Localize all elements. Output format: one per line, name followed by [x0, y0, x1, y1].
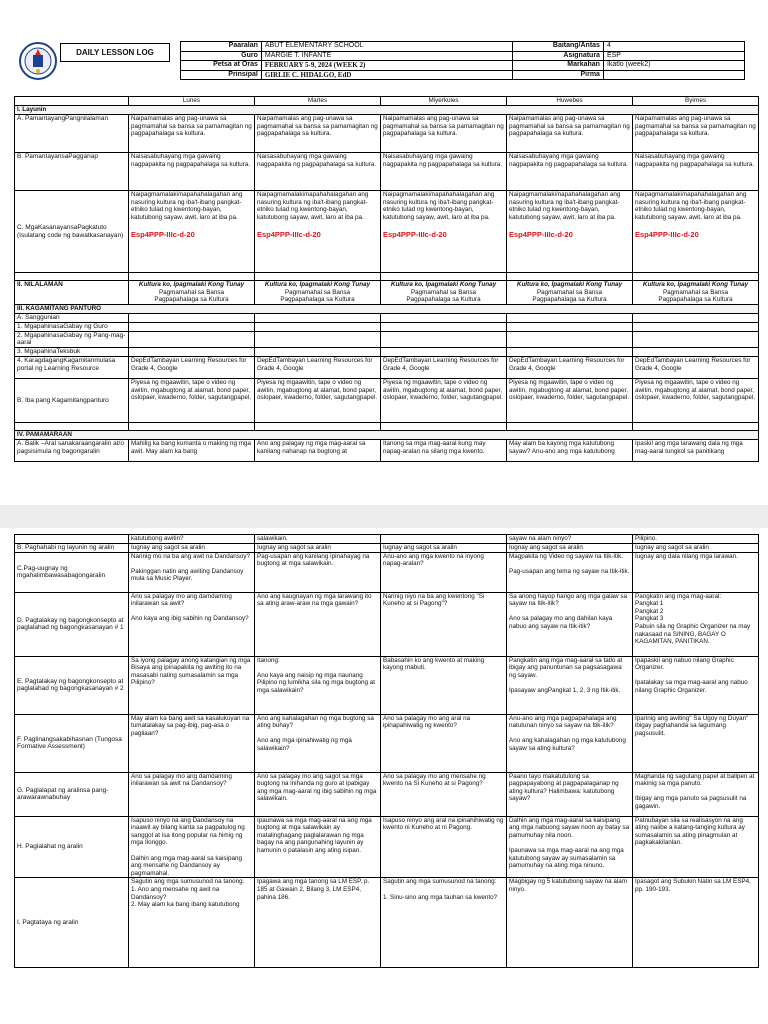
day-cell: Iparinig ang awiting" Sa Ugoy ng Duyan" ibigay paghahanda sa lagumang pagsusulit.: [633, 714, 759, 772]
day-cell: [381, 281, 507, 305]
header-info-row: [181, 70, 745, 80]
lesson-subtopic: Pagmamahal sa Bansa: [536, 288, 603, 296]
lesson-subtopic: Pagmamahal sa Bansa: [662, 288, 729, 296]
day-cell: Naisasabuhayang mga gawaing nagpapakita ng pagpapahalaga sa kultura.: [507, 153, 633, 191]
day-cell: DepEdTambayan Learning Resources for Grade 4, Google: [381, 356, 507, 378]
dll-title: DAILY LESSON LOG: [60, 43, 170, 62]
day-header-row: [15, 97, 759, 106]
day-cell: Narinig niyo na ba ang kwentong "Si Kuneho at si Pagong"?: [381, 592, 507, 656]
procedure-row: [15, 592, 759, 656]
day-cell: Naipamamalas ang pag-unawa sa pagmamahal sa bansa sa pamamagitan ng pagpapahalaga sa kultura.: [633, 115, 759, 153]
day-cell: Naisasabuhayang mga gawaing nagpapakita ng pagpapahalaga sa kultura.: [381, 153, 507, 191]
page-gap: [0, 505, 768, 528]
lesson-row-iba: [15, 378, 759, 422]
row-label: II. NILALAMAN: [15, 281, 129, 305]
document-header: [18, 41, 745, 85]
cell-text: Naipagmamalaki/napahahalagahan ang nasuring kultura ng iba't-ibang pangkat-etniko tulad ng kwentong-bayan, katutubong sayaw, awit, laro at iba pa.: [635, 191, 747, 221]
procedure-row: [15, 816, 759, 878]
competency-code: Esp4PPP-IIIc-d-20: [635, 230, 699, 240]
lesson-topic: Kultura ko, Ipagmalaki Kong Tunay: [264, 281, 371, 288]
row-label: A. PamantayangPangnilalaman: [15, 115, 129, 153]
day-cell: Iugnay ang sagot sa aralin: [381, 543, 507, 552]
day-cell: DepEdTambayan Learning Resources for Grade 4, Google: [507, 356, 633, 378]
day-cell: [255, 322, 381, 331]
day-cell: Iugnay ang sagot sa aralin: [255, 543, 381, 552]
day-cell: Ipaunawa sa mga mag-aaral na ang mga bugtong at mga salawikain ay matalinghagang paglalarawan ng mga bagay na ang pangunahing layunin ay hamunin o patalasin ang ating isipan.: [255, 816, 381, 878]
header-label: Petsa at Oras: [181, 61, 262, 71]
day-cell: [507, 191, 633, 273]
day-cell: Patnubayan sila sa realisasyon na ang ating naiibe a katang-tanging kultura ay sumasalamin sa ating pinagmulan at pagkakakilanlan.: [633, 816, 759, 878]
day-cell: [633, 347, 759, 356]
day-header: Huwebes: [507, 97, 633, 106]
day-cell: Ano ang palagay ng mga mag-aaral sa kanilang nahanap na bugtong at: [255, 439, 381, 461]
day-cell: Isapuso ninyo na ang Dandansoy na inaawit ay bilang kanta sa pagpatulog ng sanggol at isa itong popular na himig ng mga Ilonggo. Dalhin ang mga mag-aaral sa kaisipang ang mensahe ng Dandansoy ay pagmamahal.: [129, 816, 255, 878]
row-label: I. Pagtataya ng aralin: [15, 878, 129, 968]
procedure-row: [15, 656, 759, 714]
day-cell: Itanong sa mga mag-aaral kung may napag-aralan na silang mga kwento.: [381, 439, 507, 461]
row-label: 2. MgapahinasaGabay ng Pang-mag-aaral: [15, 331, 129, 347]
day-cell: DepEdTambayan Learning Resources for Grade 4, Google: [255, 356, 381, 378]
cell-text: Naipagmamalaki/napahahalagahan ang nasuring kultura ng iba't-ibang pangkat-etniko tulad ng kwentong-bayan, katutubong sayaw, awit, laro at iba pa.: [131, 191, 243, 221]
day-cell: [255, 347, 381, 356]
lesson-topic: Kultura ko, Ipagmalaki Kong Tunay: [516, 281, 623, 288]
day-cell: [129, 191, 255, 273]
header-info-row: [181, 42, 745, 52]
day-cell: [507, 347, 633, 356]
header-label: Markahan: [513, 61, 604, 71]
day-cell: Ano ang kahalagahan ng mga bugtong sa ating buhay? Ano ang mga ipinahiwatig ng mga salawikain?: [255, 714, 381, 772]
lesson-row-pagganap: [15, 153, 759, 191]
row-label: A. Balik –Aral sanakaraangaralin at/o pagsisimula ng bagongaralin: [15, 439, 129, 461]
day-cell: Sa iyong palagay anong katangian ng mga Bisaya ang ipinapakita ng awiting ito na masasabi nating sumasalamin sa mga Pilipino?: [129, 656, 255, 714]
row-label: D. Pagtalakay ng bagongkonsepto at paglalahad ng bagongkasanayan # 1: [15, 592, 129, 656]
day-cell: Piyesa ng mgaawitin, tape o video ng awitin, mgabugtong at alamat, bond paper, oslopaer, kwaderno, folder, sagutangpapel.: [129, 378, 255, 422]
day-cell: [381, 191, 507, 273]
lesson-topic: Kultura ko, Ipagmalaki Kong Tunay: [642, 281, 749, 288]
day-cell: Sagutin ang mga sumusunod na tanong. 1. Ano ang mensahe ng awit na Dandansoy? 2. May alam ka bang ibang katutubong: [129, 878, 255, 968]
day-cell: Pangkatin ang mga mag-aaral: Pangkat 1 Pangkat 2 Pangkat 3 Pabuin sila ng Graphic Organizer na may nakasaad na SINING, BAGAY O KAGAMITAN, PANITIKAN.: [633, 592, 759, 656]
day-cell: DepEdTambayan Learning Resources for Grade 4, Google: [633, 356, 759, 378]
day-cell: Ipapaskil ang nabuo nilang Graphic Organizer. Ipatalakay sa mga mag-aaral ang nabuo nilang Graphic Organizer.: [633, 656, 759, 714]
day-cell: Piyesa ng mgaawitin, tape o video ng awitin, mgabugtong at alamat, bond paper, oslopaer, kwaderno, folder, sagutangpapel.: [507, 378, 633, 422]
day-cell: Dalhin ang mga mag-aaral sa kaisipang ang mga nabuong sayaw noon ay batay sa pamumuhay nila noon. Ipaunawa sa mga mag-aaral na ang mga katutubong sayaw ay sumasalamin sa pamumuhay na ating mga ninuno.: [507, 816, 633, 878]
header-value: ESP: [603, 51, 744, 61]
day-cell: Anu-ano ang mga kwento na inyong napag-aralan?: [381, 552, 507, 592]
day-cell: Ipagawa ang mga tanong sa LM ESP, p. 185 at Gawain 2, Bilang 3, LM ESP4, pahina 186.: [255, 878, 381, 968]
lesson-subtopic: Pagpapahalaga sa Kultura: [658, 296, 733, 304]
procedure-row: [15, 772, 759, 816]
row-label: C. MgaKasanayansaPagkatuto (Isulatang code ng bawatkasanayan): [15, 191, 129, 273]
day-cell: [633, 322, 759, 331]
day-cell: [129, 281, 255, 305]
day-cell: Sagutin ang mga sumusunod na tanong: 1. Sinu-sino ang mga tauhan sa kwento?: [381, 878, 507, 968]
page-two: [0, 528, 768, 1024]
day-cell: [381, 535, 507, 544]
day-cell: [381, 331, 507, 347]
lesson-subtopic: Pagpapahalaga sa Kultura: [406, 296, 481, 304]
day-cell: DepEdTambayan Learning Resources for Grade 4, Google: [129, 356, 255, 378]
lesson-table-page1: [14, 96, 759, 462]
day-cell: Ano ang kaugnayan ng mga larawang ito sa ating araw-araw na mga gawain?: [255, 592, 381, 656]
cell-text: Naipagmamalaki/napahahalagahan ang nasuring kultura ng iba't-ibang pangkat-etniko tulad ng kwentong-bayan, katutubong sayaw, awit, laro at iba pa.: [257, 191, 369, 221]
day-cell: Anu-ano ang mga pagpapahalaga ang natutunan ninyo sa sayaw na Itik-itik? Ano ang kahalagahan ng mga katutubong sayaw sa ating kultura?: [507, 714, 633, 772]
day-cell: [507, 313, 633, 322]
day-cell: [381, 347, 507, 356]
day-cell: Ano sa palagay mo ang mensahe ng kwento na Si Kuneho at si Pagong?: [381, 772, 507, 816]
day-cell: [255, 191, 381, 273]
header-label: Guro: [181, 51, 262, 61]
lesson-table-page2: [14, 534, 759, 968]
day-cell: Iugnay ang sagot sa aralin: [507, 543, 633, 552]
lesson-row-teksbuk: [15, 347, 759, 356]
lesson-subtopic: Pagmamahal sa Bansa: [284, 288, 351, 296]
day-cell: Ano sa palagay mo ang damdaming inilarawan sa awit na Dandansoy?: [129, 772, 255, 816]
header-label: Pirma: [513, 70, 604, 80]
day-cell: salawikain.: [255, 535, 381, 544]
day-cell: [507, 331, 633, 347]
day-cell: Pag-usapan ang kanilang ipinahayag na bugtong at mga salawikain.: [255, 552, 381, 592]
header-label: Baitang/Antas: [513, 42, 604, 52]
day-cell: Naipamamalas ang pag-unawa sa pagmamahal sa bansa sa pamamagitan ng pagpapahalaga sa kultura.: [255, 115, 381, 153]
header-value: MARGIE T. INFANTE: [261, 51, 513, 61]
day-cell: Pilipino.: [633, 535, 759, 544]
day-cell: [633, 331, 759, 347]
day-cell: Itanong: Ano kaya ang naisip ng mga naunang Pilipino ng lumikha sila ng mga bugtong at mga salawikain?: [255, 656, 381, 714]
lesson-row-pangmag: [15, 331, 759, 347]
lesson-topic: Kultura ko, Ipagmalaki Kong Tunay: [138, 281, 245, 288]
section-pamamaraan: IV. PAMAMARAAN: [15, 430, 759, 439]
row-label: C.Pag-uugnay ng mgahalimbawasabagongaralin: [15, 552, 129, 592]
cell-text: Naipagmamalaki/napahahalagahan ang nasuring kultura ng iba't-ibang pangkat-etniko tulad ng kwentong-bayan, katutubong sayaw, awit, laro at iba pa.: [383, 191, 495, 221]
day-cell: Ano sa palagay mo ang damdaming inilarawan sa awit? Ano kaya ang ibig sabihin ng Dandansoy?: [129, 592, 255, 656]
day-cell: [507, 281, 633, 305]
balik-aral-row: [15, 439, 759, 461]
header-value: FEBRUARY 5-9, 2024 (WEEK 2): [261, 61, 513, 71]
row-label: G. Paglalapat ng aralinsa pang-arawarawnabuhay: [15, 772, 129, 816]
day-cell: Ano sa palagay mo ang sagot sa mga bugtong na inihanda ng guro at ipabigay ang mga mag-aaral ng ibig sabihin ng mga salawikain.: [255, 772, 381, 816]
day-cell: Iugnay ang dala nilang mga larawan.: [633, 552, 759, 592]
header-value: Ikatlo (week2): [603, 61, 744, 71]
day-header: Byirnes: [633, 97, 759, 106]
day-header: Miyerkules: [381, 97, 507, 106]
day-cell: Sa anong hayop hango ang mga galaw sa sayaw na Itik-itik? Ano sa palagay mo ang dahilan kaya nabuo ang sayaw na Itik-itik?: [507, 592, 633, 656]
day-cell: Naipamamalas ang pag-unawa sa pagmamahal sa bansa sa pamamagitan ng pagpapahalaga sa kultura.: [507, 115, 633, 153]
lesson-row-sanggunian: [15, 313, 759, 322]
section-layunin: I. Layunin: [15, 106, 759, 115]
row-label: 1. MgapahinasaGabay ng Guro: [15, 322, 129, 331]
day-cell: [129, 322, 255, 331]
lesson-row-pamantayang: [15, 115, 759, 153]
day-cell: Ipaskil ang mga larawang dala ng mga mag-aaral tungkol sa panitikang: [633, 439, 759, 461]
day-cell: [129, 347, 255, 356]
day-cell: [507, 322, 633, 331]
row-label: B. PamantayansaPagganap: [15, 153, 129, 191]
procedure-row: [15, 714, 759, 772]
row-label: E. Pagtalakay ng bagongkonsepto at paglalahad ng bagongkasanayan # 2: [15, 656, 129, 714]
row-label: H. Paglalahat ng aralin: [15, 816, 129, 878]
lesson-topic: Kultura ko, Ipagmalaki Kong Tunay: [390, 281, 497, 288]
day-cell: Iugnay ang sagot sa aralin: [633, 543, 759, 552]
day-cell: Ipasagot ang Subukin Natin sa LM ESP4, pp. 190-193.: [633, 878, 759, 968]
day-cell: Naisasabuhayang mga gawaing nagpapakita ng pagpapahalaga sa kultura.: [255, 153, 381, 191]
procedure-row: [15, 543, 759, 552]
day-cell: Iugnay ang sagot sa aralin: [129, 543, 255, 552]
day-cell: Pangkatin ang mga mag-aaral sa tatlo at ibigay ang panuntunan sa pagsasagawa ng sayaw. Ipasayaw angPangkat 1, 2, 3 ng Itik-itik.: [507, 656, 633, 714]
day-cell: sayaw na alam ninyo?: [507, 535, 633, 544]
day-cell: Magbigay ng 5 katutubong sayaw na alam ninyo.: [507, 878, 633, 968]
row-label: 4. KaragdagangKagamitanmulasa portal ng Learning Resource: [15, 356, 129, 378]
page-one: [0, 0, 768, 505]
competency-code: Esp4PPP-IIIc-d-20: [131, 230, 195, 240]
header-info-table: [180, 41, 745, 80]
day-cell: [129, 313, 255, 322]
day-cell: Narinig mo na ba ang awit na Dandansoy? Pakinggan natin ang awiting Dandansoy mula sa Music Player.: [129, 552, 255, 592]
nilalaman-row: [15, 281, 759, 305]
lesson-row-guro: [15, 322, 759, 331]
day-cell: May alam ba kayong mga katutubong sayaw? Anu-ano ang mga katutubong: [507, 439, 633, 461]
day-cell: Naipamamalas ang pag-unawa sa pagmamahal sa bansa sa pamamagitan ng pagpapahalaga sa kultura.: [129, 115, 255, 153]
day-cell: Piyesa ng mgaawitin, tape o video ng awitin, mgabugtong at alamat, bond paper, oslopaer, kwaderno, folder, sagutangpapel.: [633, 378, 759, 422]
day-cell: [255, 281, 381, 305]
day-cell: Piyesa ng mgaawitin, tape o video ng awitin, mgabugtong at alamat, bond paper, oslopaer, kwaderno, folder, sagutangpapel.: [255, 378, 381, 422]
header-value: [603, 70, 744, 80]
section-kagamitan: III. KAGAMITANG PANTURO: [15, 304, 759, 313]
day-cell: Paano tayo makatutulong sa pagpapayabong at pagpapalaganap ng ating kultura? Halimbawa: katutubong sayaw?: [507, 772, 633, 816]
lesson-subtopic: Pagmamahal sa Bansa: [410, 288, 477, 296]
day-header: Martes: [255, 97, 381, 106]
day-cell: [633, 281, 759, 305]
deped-seal-icon: [18, 41, 58, 81]
header-info-row: [181, 61, 745, 71]
row-label: F. Paglinangsakabihasnan (Tungosa Formative Assessment): [15, 714, 129, 772]
day-cell: Mahilig ka bang kumanta o making ng mga awit. May alam ka bang: [129, 439, 255, 461]
competency-code: Esp4PPP-IIIc-d-20: [509, 230, 573, 240]
header-value: ABUT ELEMENTARY SCHOOL: [261, 42, 513, 52]
day-header: Lunes: [129, 97, 255, 106]
row-label: 3. MgapahinaTeksbuk: [15, 347, 129, 356]
header-label: Asignatura: [513, 51, 604, 61]
day-cell: Piyesa ng mgaawitin, tape o video ng awitin, mgabugtong at alamat, bond paper, oslopaer, kwaderno, folder, sagutangpapel.: [381, 378, 507, 422]
day-cell: Isapuso ninyo ang aral na ipinahihiwatig ng kwento ni Kuneho at ni Pagong.: [381, 816, 507, 878]
header-value: GIRLIE C. HIDALGO, EdD: [261, 70, 513, 80]
lesson-subtopic: Pagmamahal sa Bansa: [158, 288, 225, 296]
cell-text: Naipagmamalaki/napahahalagahan ang nasuring kultura ng iba't-ibang pangkat-etniko tulad ng kwentong-bayan, katutubong sayaw, awit, laro at iba pa.: [509, 191, 621, 221]
procedure-row: [15, 878, 759, 968]
lesson-row-kasanayan: [15, 191, 759, 273]
procedure-row: [15, 552, 759, 592]
lesson-subtopic: Pagpapahalaga sa Kultura: [154, 296, 229, 304]
day-cell: Maghanda ng sagutang papel at ballpen at makinig sa mga panuto. Ibigay ang mga panuto sa pagsusulit na gagawin.: [633, 772, 759, 816]
day-cell: Naisasabuhayang mga gawaing nagpapakita ng pagpapahalaga sa kultura.: [633, 153, 759, 191]
row-label: B. Iba pang Kagamitangpanturo: [15, 378, 129, 422]
day-cell: [255, 313, 381, 322]
day-cell: katutubong awitin?: [129, 535, 255, 544]
day-cell: [129, 331, 255, 347]
lesson-subtopic: Pagpapahalaga sa Kultura: [532, 296, 607, 304]
header-info-row: [181, 51, 745, 61]
header-value: 4: [603, 42, 744, 52]
day-cell: [381, 313, 507, 322]
day-cell: [633, 313, 759, 322]
day-cell: [381, 322, 507, 331]
header-label: Prinsipal: [181, 70, 262, 80]
day-cell: Naipamamalas ang pag-unawa sa pagmamahal sa bansa sa pamamagitan ng pagpapahalaga sa kultura.: [381, 115, 507, 153]
lesson-subtopic: Pagpapahalaga sa Kultura: [280, 296, 355, 304]
continuation-row: [15, 535, 759, 544]
day-cell: Magpakita ng Video ng sayaw na Itik-itik. Pag-usapan ang tema ng sayaw na Itik-itik.: [507, 552, 633, 592]
day-cell: [255, 331, 381, 347]
row-label: B. Paghahabi ng layunin ng aralin: [15, 543, 129, 552]
row-label: A. Sanggunian: [15, 313, 129, 322]
competency-code: Esp4PPP-IIIc-d-20: [383, 230, 447, 240]
header-label: Paaralan: [181, 42, 262, 52]
lesson-row-portal: [15, 356, 759, 378]
day-cell: Babasahin ko ang kwento at making kayong mabuti.: [381, 656, 507, 714]
competency-code: Esp4PPP-IIIc-d-20: [257, 230, 321, 240]
day-cell: [633, 191, 759, 273]
day-cell: Naisasabuhayang mga gawaing nagpapakita ng pagpapahalaga sa kultura.: [129, 153, 255, 191]
day-cell: May alam ka bang awit sa kasalukuyan na tumatalakay sa pag-ibig, pag-asa o pagliaan?: [129, 714, 255, 772]
day-cell: Ano sa palagay mo ang aral na ipinapahiwatig ng kwento?: [381, 714, 507, 772]
